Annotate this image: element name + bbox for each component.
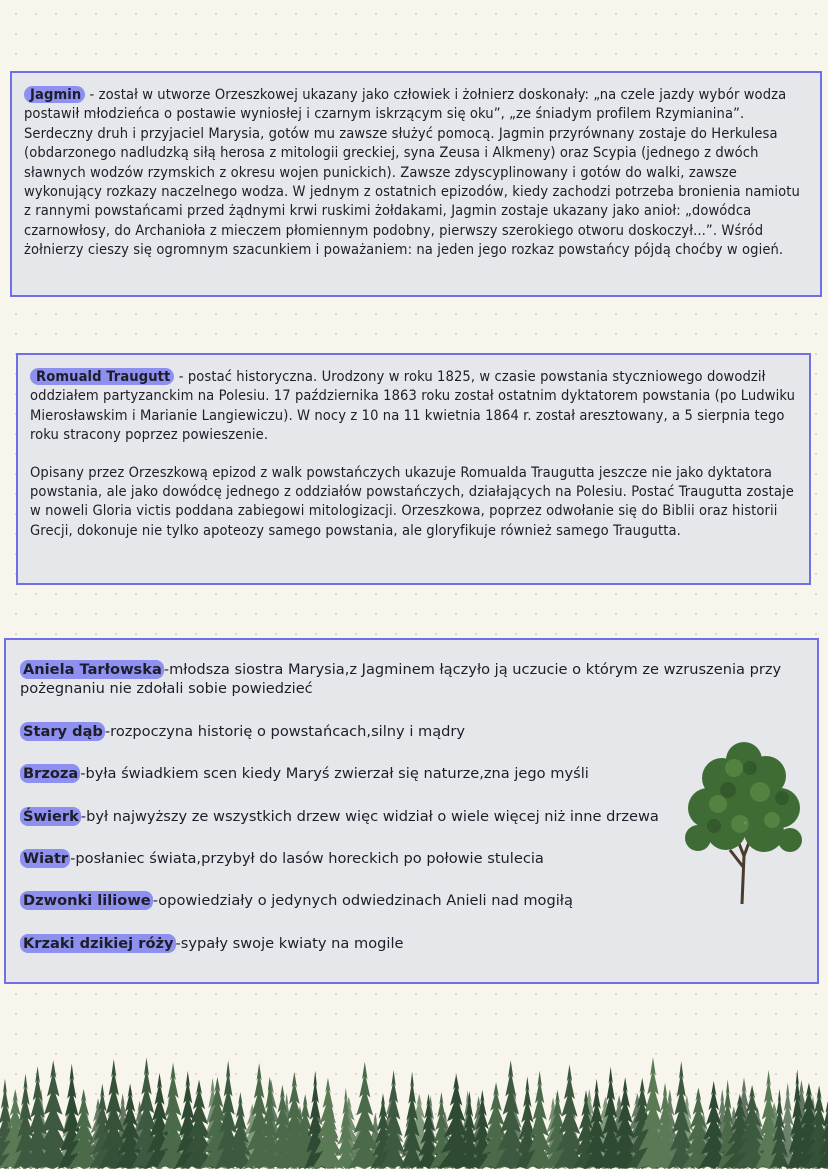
jagmin-paragraph: [24, 85, 808, 260]
jagmin-card: [10, 71, 822, 297]
character-description: -opowiedziały o jedynych odwiedzinach Anieli nad mogiłą: [152, 892, 573, 910]
character-name: Wiatr: [20, 849, 70, 868]
character-description: -młodsza siostra Marysia,z Jagminem łączyło ją uczucie o którym ze wzruszenia przy pożegnaniu nie zdołali sobie powiedzieć: [20, 661, 782, 698]
traugutt-paragraph-2: Opisany przez Orzeszkową epizod z walk powstańczych ukazuje Romualda Traugutta jeszcze nie jako dyktatora powstania, ale jako dowódcę jednego z oddziałów powstańczych, działających na Polesiu. Postać Traugutta zostaje w noweli Gloria victis poddana zabiegowi mitologizacji. Orzeszkowa, poprzez odwołanie się do Biblii oraz historii Grecji, dokonuje nie tylko apoteozy samego powstania, ale gloryfikuje również samego Traugutta.: [30, 463, 794, 539]
character-name: Stary dąb: [20, 722, 105, 741]
character-description: -był najwyższy ze wszystkich drzew więc widział o wiele więcej niż inne drzewa: [80, 807, 659, 825]
character-item-aniela: [20, 660, 803, 699]
character-description: -posłaniec świata,przybył do lasów horeckich po połowie stulecia: [70, 850, 544, 868]
jagmin-description: - został w utworze Orzeszkowej ukazany jako człowiek i żołnierz doskonały: „na czele jazdy wybór wodza postawił młodzieńca o postawie wyniosłej i czarnym iskrzącym się oku”, „ze śniadym profilem Rzymianina”. Serdeczny druh i przyjaciel Marysia, gotów mu zawsze służyć pomocą. Jagmin przyrównany zostaje do Herkulesa (obdarzonego nadludzką siłą herosa z mitologii greckiej, syna Zeusa i Alkmeny) oraz Scypia (jednego z dwóch sławnych wodzów rzymskich z okresu wojen punickich). Zawsze zdyscyplinowany i gotów do walki, zawsze wykonujący rozkazy naczelnego wodza. W jednym z ostatnich epizodów, kiedy zachodzi potrzeba bronienia namiotu z rannymi powstańcami przed żądnymi krwi ruskimi żołdakami, Jagmin zostaje ukazany jako anioł: „dowódca czarnowłosy, do Archanioła z mieczem płomiennym podobny, pierwszy szerokiego otworu doskoczył...”. Wśród żołnierzy cieszy się ogromnym szacunkiem i poważaniem: na jeden jego rozkaz powstańcy pójdą choćby w ogień.: [24, 86, 800, 259]
traugutt-paragraph-1: [30, 367, 797, 445]
character-name: Świerk: [20, 807, 81, 826]
traugutt-card: [16, 353, 811, 585]
forest-illustration: [0, 1055, 828, 1169]
character-description: -rozpoczyna historię o powstańcach,silny i mądry: [104, 722, 466, 740]
character-name: Krzaki dzikiej róży: [20, 934, 176, 953]
character-description: -była świadkiem scen kiedy Maryś zwierzał się naturze,zna jego myśli: [80, 765, 589, 783]
character-item-krzaki: [20, 934, 803, 953]
character-name: Brzoza: [20, 764, 80, 783]
jagmin-name-highlight: Jagmin: [24, 86, 85, 103]
character-name: Aniela Tarłowska: [20, 660, 164, 679]
character-description: -sypały swoje kwiaty na mogile: [175, 934, 404, 952]
traugutt-description-1: - postać historyczna. Urodzony w roku 1825, w czasie powstania styczniowego dowodził oddziałem partyzanckim na Polesiu. 17 października 1863 roku został ostatnim dyktatorem powstania (po Ludwiku Mierosławskim i Marianie Langiewiczu). W nocy z 10 na 11 kwietnia 1864 r. został aresztowany, a 5 sierpnia tego roku stracony poprzez powieszenie.: [30, 368, 796, 444]
tree-illustration: [684, 738, 804, 904]
traugutt-name-highlight: Romuald Traugutt: [30, 368, 174, 385]
character-name: Dzwonki liliowe: [20, 891, 153, 910]
